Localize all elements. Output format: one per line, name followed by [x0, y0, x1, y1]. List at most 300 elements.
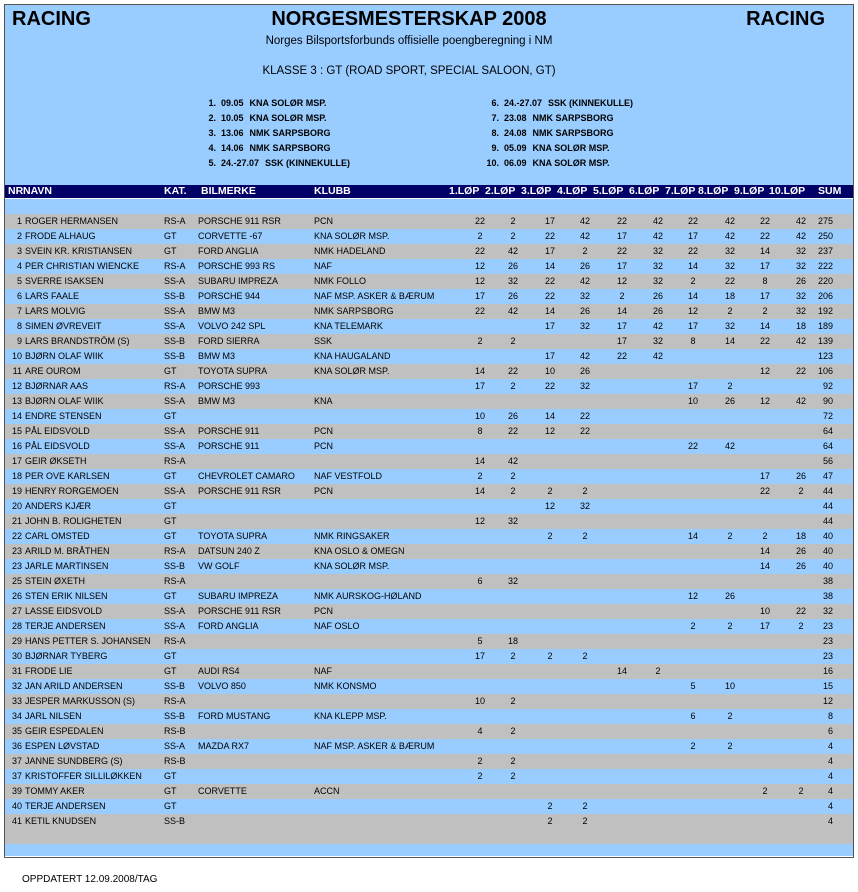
race-score-1: 5: [477, 636, 483, 646]
race-list-right: [483, 96, 633, 171]
class-cell: GT: [164, 366, 177, 376]
race-score-7: 2: [690, 741, 696, 751]
club-cell: KNA SOLØR MSP.: [314, 366, 390, 376]
driver-name: TOMMY AKER: [25, 786, 85, 796]
driver-name: HANS PETTER S. JOHANSEN: [25, 636, 151, 646]
col-race-8: 8.LØP: [698, 185, 729, 197]
table-row: [5, 694, 853, 709]
race-score-10: 42: [795, 216, 806, 226]
table-row: [5, 679, 853, 694]
race-number: 8.: [491, 128, 499, 138]
driver-name: BJØRNAR TYBERG: [25, 651, 108, 661]
col-navn: NAVN: [23, 185, 52, 197]
class-cell: RS-B: [164, 756, 186, 766]
race-score-3: 14: [544, 306, 555, 316]
club-cell: NMK AURSKOG-HØLAND: [314, 591, 422, 601]
race-score-2: 2: [510, 756, 516, 766]
club-cell: PCN: [314, 486, 334, 496]
race-score-8: 22: [724, 276, 735, 286]
club-cell: PCN: [314, 426, 334, 436]
table-row: [5, 769, 853, 784]
race-score-1: 4: [477, 726, 483, 736]
car-cell: DATSUN 240 Z: [198, 546, 260, 556]
driver-name: ANDERS KJÆR: [25, 501, 92, 511]
driver-name: PÅL EIDSVOLD: [25, 441, 90, 451]
race-score-7: 14: [687, 261, 698, 271]
race-date: 24.-27.07: [221, 158, 260, 168]
row-nr: 33: [11, 696, 22, 706]
col-kat: KAT.: [164, 185, 187, 197]
sum-cell: 64: [822, 441, 833, 451]
race-score-8: 42: [724, 216, 735, 226]
table-row: [5, 514, 853, 529]
race-score-7: 14: [687, 291, 698, 301]
class-cell: RS-A: [164, 456, 186, 466]
race-score-1: 12: [474, 261, 485, 271]
race-score-2: 32: [507, 276, 518, 286]
race-score-6: 32: [652, 276, 663, 286]
race-score-7: 12: [687, 306, 698, 316]
column-header-row: [5, 185, 853, 198]
car-cell: PORSCHE 911 RSR: [198, 606, 281, 616]
driver-name: PER CHRISTIAN WIENCKE: [25, 261, 140, 271]
class-cell: GT: [164, 786, 177, 796]
class-cell: SS-A: [164, 606, 186, 616]
race-score-8: 10: [724, 681, 735, 691]
race-score-3: 2: [547, 531, 553, 541]
table-row: [5, 814, 853, 829]
race-date: 14.06: [221, 143, 244, 153]
race-score-5: 2: [619, 291, 625, 301]
sum-cell: 123: [817, 351, 833, 361]
race-place: KNA SOLØR MSP.: [249, 113, 327, 123]
race-item: [200, 111, 350, 126]
car-cell: FORD ANGLIA: [198, 621, 259, 631]
race-score-8: 2: [727, 531, 733, 541]
driver-name: JOHN B. ROLIGHETEN: [25, 516, 122, 526]
class-cell: GT: [164, 516, 177, 526]
car-cell: VOLVO 850: [198, 681, 246, 691]
race-score-10: 42: [795, 396, 806, 406]
race-score-7: 2: [690, 276, 696, 286]
driver-name: SIMEN ØVREVEIT: [25, 321, 102, 331]
race-number: 2.: [208, 113, 216, 123]
race-score-10: 18: [795, 321, 806, 331]
class-cell: RS-A: [164, 576, 186, 586]
sum-cell: 15: [822, 681, 833, 691]
driver-name: JARLE MARTINSEN: [25, 561, 109, 571]
row-nr: 37: [11, 756, 22, 766]
car-cell: CORVETTE: [198, 786, 247, 796]
driver-name: TERJE ANDERSEN: [25, 621, 106, 631]
class-cell: RS-A: [164, 696, 186, 706]
race-score-9: 12: [759, 366, 770, 376]
race-score-1: 8: [477, 426, 483, 436]
sum-cell: 4: [827, 816, 833, 826]
table-row: [5, 544, 853, 559]
race-score-9: 22: [759, 486, 770, 496]
race-score-4: 2: [582, 816, 588, 826]
col-race-2: 2.LØP: [485, 185, 516, 197]
race-score-9: 17: [759, 621, 770, 631]
class-cell: RS-A: [164, 636, 186, 646]
class-cell: GT: [164, 801, 177, 811]
sum-cell: 44: [822, 516, 833, 526]
club-cell: NMK FOLLO: [314, 276, 367, 286]
sum-cell: 23: [822, 651, 833, 661]
table-row: [5, 499, 853, 514]
driver-name: PER OVE KARLSEN: [25, 471, 110, 481]
race-score-3: 17: [544, 216, 555, 226]
club-cell: PCN: [314, 441, 334, 451]
race-item: [200, 96, 350, 111]
sum-cell: 250: [817, 231, 833, 241]
race-score-10: 32: [795, 261, 806, 271]
club-cell: NAF MSP. ASKER & BÆRUM: [314, 741, 435, 751]
race-score-9: 22: [759, 231, 770, 241]
class-cell: GT: [164, 231, 177, 241]
race-score-9: 2: [762, 306, 768, 316]
class-cell: SS-A: [164, 321, 186, 331]
race-score-2: 2: [510, 336, 516, 346]
race-score-1: 6: [477, 576, 483, 586]
sum-cell: 32: [822, 606, 833, 616]
race-score-6: 42: [652, 216, 663, 226]
sum-cell: 222: [817, 261, 833, 271]
race-score-1: 22: [474, 216, 485, 226]
race-score-4: 2: [582, 246, 588, 256]
race-score-2: 2: [510, 651, 516, 661]
car-cell: BMW M3: [198, 351, 235, 361]
driver-name: KRISTOFFER SILLILØKKEN: [25, 771, 142, 781]
class-cell: RS-A: [164, 216, 186, 226]
row-nr: 18: [11, 471, 22, 481]
class-cell: SS-B: [164, 711, 186, 721]
row-nr: 19: [11, 486, 22, 496]
race-score-1: 2: [477, 336, 483, 346]
race-score-2: 2: [510, 726, 516, 736]
sum-cell: 72: [822, 411, 833, 421]
car-cell: FORD MUSTANG: [198, 711, 271, 721]
club-cell: ACCN: [314, 786, 340, 796]
race-score-10: 22: [795, 366, 806, 376]
race-score-8: 2: [727, 306, 733, 316]
car-cell: FORD ANGLIA: [198, 246, 259, 256]
driver-name: ESPEN LØVSTAD: [25, 741, 100, 751]
row-nr: 29: [11, 636, 22, 646]
race-score-5: 17: [616, 261, 627, 271]
race-score-5: 17: [616, 336, 627, 346]
col-race-4: 4.LØP: [557, 185, 588, 197]
race-score-8: 2: [727, 711, 733, 721]
race-score-5: 14: [616, 306, 627, 316]
class-cell: SS-B: [164, 291, 186, 301]
row-nr: 34: [11, 711, 22, 721]
sum-cell: 44: [822, 501, 833, 511]
club-cell: NMK KONSMO: [314, 681, 377, 691]
race-score-2: 2: [510, 696, 516, 706]
car-cell: SUBARU IMPREZA: [198, 591, 279, 601]
race-date: 05.09: [504, 143, 527, 153]
club-cell: KNA KLEPP MSP.: [314, 711, 387, 721]
table-row: [5, 259, 853, 274]
race-score-3: 22: [544, 276, 555, 286]
class-cell: SS-A: [164, 426, 186, 436]
sum-cell: 4: [827, 771, 833, 781]
driver-name: GEIR ESPEDALEN: [25, 726, 104, 736]
race-score-5: 17: [616, 321, 627, 331]
race-score-2: 2: [510, 486, 516, 496]
table-row: [5, 799, 853, 814]
club-cell: KNA SOLØR MSP.: [314, 561, 390, 571]
car-cell: TOYOTA SUPRA: [198, 366, 268, 376]
driver-name: JESPER MARKUSSON (S): [25, 696, 136, 706]
race-score-10: 2: [798, 486, 804, 496]
updated-footer: OPPDATERT 12.09.2008/TAG: [22, 874, 158, 885]
race-score-7: 10: [687, 396, 698, 406]
table-row: [5, 379, 853, 394]
sum-cell: 237: [817, 246, 833, 256]
table-row: [5, 559, 853, 574]
sum-cell: 47: [822, 471, 833, 481]
table-row: [5, 289, 853, 304]
driver-name: LASSE EIDSVOLD: [25, 606, 103, 616]
table-row: [5, 784, 853, 799]
race-score-4: 32: [579, 291, 590, 301]
club-cell: NAF MSP. ASKER & BÆRUM: [314, 291, 435, 301]
race-score-6: 26: [652, 291, 663, 301]
race-score-10: 2: [798, 621, 804, 631]
table-row: [5, 304, 853, 319]
race-score-7: 17: [687, 381, 698, 391]
page-title: NORGESMESTERSKAP 2008: [271, 8, 547, 30]
race-score-2: 2: [510, 231, 516, 241]
table-row: [5, 574, 853, 589]
club-cell: KNA: [314, 396, 333, 406]
class-cell: GT: [164, 411, 177, 421]
row-nr: 15: [11, 426, 22, 436]
sum-cell: 40: [822, 531, 833, 541]
row-nr: 16: [11, 441, 22, 451]
race-date: 09.05: [221, 98, 244, 108]
race-score-4: 2: [582, 486, 588, 496]
class-cell: GT: [164, 246, 177, 256]
race-score-2: 32: [507, 516, 518, 526]
car-cell: CHEVROLET CAMARO: [198, 471, 295, 481]
table-row: [5, 424, 853, 439]
class-cell: GT: [164, 666, 177, 676]
class-cell: GT: [164, 501, 177, 511]
race-number: 3.: [208, 128, 216, 138]
race-score-9: 12: [759, 396, 770, 406]
race-date: 13.06: [221, 128, 244, 138]
race-score-2: 18: [507, 636, 518, 646]
driver-name: SVEIN KR. KRISTIANSEN: [25, 246, 133, 256]
row-nr: 35: [11, 726, 22, 736]
row-nr: 4: [16, 261, 22, 271]
race-score-10: 42: [795, 231, 806, 241]
club-cell: SSK: [314, 336, 333, 346]
car-cell: BMW M3: [198, 306, 235, 316]
car-cell: PORSCHE 993: [198, 381, 261, 391]
race-number: 1.: [208, 98, 216, 108]
class-cell: RS-A: [164, 261, 186, 271]
class-cell: RS-B: [164, 726, 186, 736]
class-cell: GT: [164, 771, 177, 781]
race-score-6: 32: [652, 336, 663, 346]
driver-name: HENRY RORGEMOEN: [25, 486, 119, 496]
race-score-4: 26: [579, 366, 590, 376]
sum-cell: 38: [822, 591, 833, 601]
race-score-9: 17: [759, 261, 770, 271]
race-place: KNA SOLØR MSP.: [532, 143, 610, 153]
row-nr: 39: [11, 786, 22, 796]
row-nr: 31: [11, 666, 22, 676]
race-item: [483, 141, 633, 156]
class-cell: SS-B: [164, 351, 186, 361]
club-cell: NAF: [314, 261, 332, 271]
row-nr: 14: [11, 411, 22, 421]
row-nr: 8: [16, 321, 22, 331]
sum-cell: 12: [822, 696, 833, 706]
race-score-6: 42: [652, 321, 663, 331]
class-cell: SS-A: [164, 276, 186, 286]
row-nr: 12: [11, 381, 22, 391]
col-race-6: 6.LØP: [629, 185, 660, 197]
club-cell: NAF OSLO: [314, 621, 360, 631]
race-score-4: 2: [582, 651, 588, 661]
table-row: [5, 349, 853, 364]
race-score-3: 22: [544, 231, 555, 241]
driver-name: ARE OUROM: [25, 366, 81, 376]
race-score-1: 10: [474, 411, 485, 421]
sum-cell: 6: [827, 726, 833, 736]
car-cell: CORVETTE -67: [198, 231, 263, 241]
race-number: 9.: [491, 143, 499, 153]
row-nr: 40: [11, 801, 22, 811]
table-row: [5, 244, 853, 259]
class-cell: SS-B: [164, 816, 186, 826]
sum-cell: 275: [817, 216, 833, 226]
race-score-2: 42: [507, 456, 518, 466]
table-row: [5, 604, 853, 619]
race-score-6: 42: [652, 231, 663, 241]
col-sum: SUM: [818, 185, 842, 197]
race-score-1: 14: [474, 486, 485, 496]
race-score-1: 12: [474, 276, 485, 286]
table-row: [5, 469, 853, 484]
race-score-4: 22: [579, 426, 590, 436]
race-score-1: 14: [474, 366, 485, 376]
race-score-9: 17: [759, 291, 770, 301]
row-nr: 36: [11, 741, 22, 751]
race-place: SSK (KINNEKULLE): [548, 98, 634, 108]
sum-cell: 40: [822, 561, 833, 571]
race-score-7: 5: [690, 681, 696, 691]
sum-cell: 23: [822, 636, 833, 646]
spacer-band-bottom-2: [5, 844, 853, 856]
row-nr: 11: [12, 366, 22, 376]
race-place: NMK SARPSBORG: [532, 128, 614, 138]
race-score-7: 17: [687, 231, 698, 241]
class-cell: GT: [164, 651, 177, 661]
sum-cell: 4: [827, 741, 833, 751]
club-cell: PCN: [314, 216, 334, 226]
race-number: 10.: [486, 158, 499, 168]
race-score-4: 2: [582, 531, 588, 541]
class-cell: SS-A: [164, 441, 186, 451]
race-score-2: 26: [507, 291, 518, 301]
race-score-3: 22: [544, 291, 555, 301]
race-score-10: 32: [795, 291, 806, 301]
spacer-band-bottom-1: [5, 829, 853, 844]
driver-name: PÅL EIDSVOLD: [25, 426, 90, 436]
driver-name: LARS BRANDSTRÖM (S): [25, 336, 130, 346]
race-score-9: 22: [759, 336, 770, 346]
race-score-5: 14: [616, 666, 627, 676]
race-score-10: 18: [795, 531, 806, 541]
race-score-2: 22: [507, 426, 518, 436]
club-cell: KNA TELEMARK: [314, 321, 383, 331]
row-nr: 20: [11, 501, 22, 511]
class-cell: GT: [164, 591, 177, 601]
race-score-10: 22: [795, 606, 806, 616]
race-score-3: 10: [544, 366, 555, 376]
row-nr: 28: [11, 621, 22, 631]
race-date: 10.05: [221, 113, 244, 123]
racing-right-label: RACING: [746, 8, 825, 30]
race-score-1: 17: [474, 291, 485, 301]
table-row: [5, 214, 853, 229]
race-place: KNA SOLØR MSP.: [532, 158, 610, 168]
driver-name: ROGER HERMANSEN: [25, 216, 119, 226]
row-nr: 37: [11, 771, 22, 781]
race-score-2: 42: [507, 306, 518, 316]
race-score-7: 22: [687, 216, 698, 226]
col-klubb: KLUBB: [314, 185, 351, 197]
race-score-8: 32: [724, 246, 735, 256]
race-score-7: 2: [690, 621, 696, 631]
class-cell: RS-A: [164, 381, 186, 391]
table-row: [5, 364, 853, 379]
sum-cell: 40: [822, 546, 833, 556]
sum-cell: 90: [822, 396, 833, 406]
sum-cell: 64: [822, 426, 833, 436]
driver-name: ENDRE STENSEN: [25, 411, 102, 421]
col-race-7: 7.LØP: [665, 185, 696, 197]
driver-name: CARL OMSTED: [25, 531, 90, 541]
race-score-4: 22: [579, 411, 590, 421]
class-cell: GT: [164, 531, 177, 541]
driver-name: BJØRN OLAF WIIK: [25, 396, 104, 406]
race-number: 7.: [491, 113, 499, 123]
table-row: [5, 529, 853, 544]
driver-name: JARL NILSEN: [25, 711, 82, 721]
table-row: [5, 739, 853, 754]
race-score-10: 42: [795, 336, 806, 346]
race-score-8: 42: [724, 231, 735, 241]
race-score-8: 26: [724, 591, 735, 601]
race-item: [483, 111, 633, 126]
col-race-9: 9.LØP: [734, 185, 765, 197]
club-cell: KNA OSLO & OMEGN: [314, 546, 405, 556]
row-nr: 17: [11, 456, 22, 466]
race-date: 06.09: [504, 158, 527, 168]
club-cell: PCN: [314, 606, 334, 616]
race-score-7: 6: [690, 711, 696, 721]
race-date: 23.08: [504, 113, 527, 123]
race-score-4: 42: [579, 276, 590, 286]
